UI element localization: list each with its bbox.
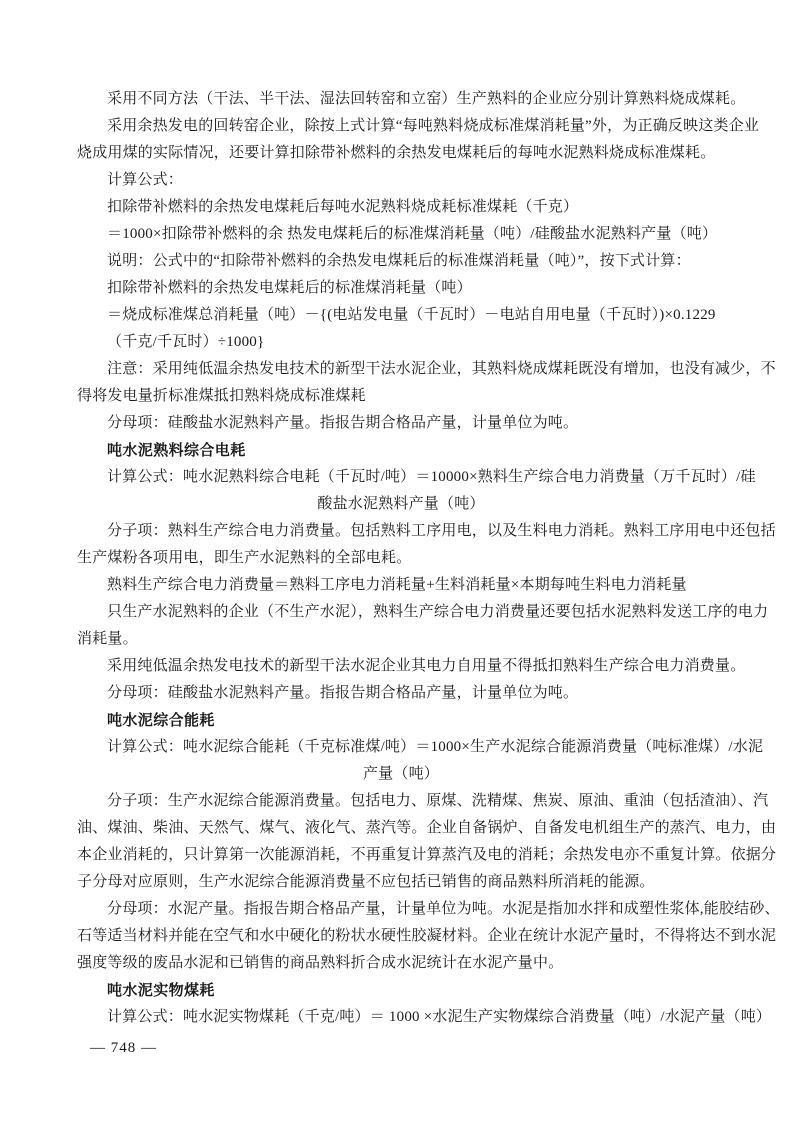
document-line: 生产煤粉各项用电，即生产水泥熟料的全部电耗。 [77, 550, 412, 566]
document-line: 说明：公式中的“扣除带补燃料的余热发电煤耗后的标准煤消耗量（吨）”，按下式计算： [107, 253, 691, 269]
document-line: 分母项：硅酸盐水泥熟料产量。指报告期合格品产量，计量单位为吨。 [107, 685, 579, 701]
document-line: 得将发电量折标准煤抵扣熟料烧成标准煤耗 [77, 388, 366, 404]
document-line: 计算公式：吨水泥熟料综合电耗（千瓦时/吨）＝10000×熟料生产综合电力消费量（万千瓦时）/硅 [107, 469, 756, 485]
document-line: 分子项：生产水泥综合能源消费量。包括电力、原煤、洗精煤、焦炭、原油、重油（包括渣油）、汽 [107, 793, 769, 809]
document-line: 产量（吨） [362, 766, 439, 782]
document-line: 分子项：熟料生产综合电力消费量。包括熟料工序用电，以及生料电力消耗。熟料工序用电中还包括 [107, 523, 776, 539]
document-body [77, 86, 780, 1031]
document-line: 计算公式： [107, 172, 184, 188]
document-line: 子分母对应原则，生产水泥综合能源消费量不应包括已销售的商品熟料所消耗的能源。 [77, 874, 655, 890]
document-line: 烧成用煤的实际情况，还要计算扣除带补燃料的余热发电煤耗后的每吨水泥熟料烧成标准煤耗。 [77, 145, 716, 161]
document-line: ＝1000×扣除带补燃料的余 热发电煤耗后的标准煤消耗量（吨）/硅酸盐水泥熟料产量（吨） [107, 226, 718, 242]
document-line: 强度等级的废品水泥和已销售的商品熟料折合成水泥统计在水泥产量中。 [77, 955, 564, 971]
document-line: 扣除带补燃料的余热发电煤耗后的标准煤消耗量（吨） [107, 280, 472, 296]
document-line: 计算公式：吨水泥实物煤耗（千克/吨）＝ 1000 ×水泥生产实物煤综合消费量（吨）/水泥产量（吨） [107, 1009, 772, 1025]
document-line: 分母项：水泥产量。指报告期合格品产量，计量单位为吨。水泥是指加水拌和成塑性浆体,能胶结砂、 [107, 901, 780, 917]
section-heading: 吨水泥熟料综合电耗 [107, 442, 246, 459]
document-line: 油、煤油、柴油、天然气、煤气、液化气、蒸汽等。企业自备锅炉、自备发电机组生产的蒸汽、电力，由 [77, 820, 777, 836]
document-line: 注意：采用纯低温余热发电技术的新型干法水泥企业，其熟料烧成煤耗既没有增加，也没有减少，不 [107, 361, 776, 377]
document-line: 采用余热发电的回转窑企业，除按上式计算“每吨熟料烧成标准煤消耗量”外，为正确反映这类企业 [107, 118, 760, 134]
document-line: 酸盐水泥熟料产量（吨） [317, 496, 485, 512]
document-line: 熟料生产综合电力消费量＝熟料工序电力消耗量+生料消耗量×本期每吨生料电力消耗量 [107, 577, 687, 593]
section-heading: 吨水泥实物煤耗 [107, 982, 215, 999]
section-heading: 吨水泥综合能耗 [107, 712, 215, 729]
document-line: （千克/千瓦时）÷1000} [107, 334, 265, 350]
document-line: 消耗量。 [77, 631, 138, 647]
document-line: 采用纯低温余热发电技术的新型干法水泥企业其电力自用量不得抵扣熟料生产综合电力消费量。 [107, 658, 746, 674]
document-line: 本企业消耗的，只计算第一次能源消耗，不再重复计算蒸汽及电的消耗；余热发电亦不重复计算。依据分 [77, 847, 777, 863]
document-line: 只生产水泥熟料的企业（不生产水泥），熟料生产综合电力消费量还要包括水泥熟料发送工序的电力 [107, 604, 769, 620]
document-line: 采用不同方法（干法、半干法、湿法回转窑和立窑）生产熟料的企业应分别计算熟料烧成煤耗。 [107, 91, 746, 107]
document-line: 扣除带补燃料的余热发电煤耗后每吨水泥熟料烧成耗标准煤耗（千克） [107, 199, 579, 215]
page-number: — 748 — [90, 1040, 157, 1056]
document-line: 分母项：硅酸盐水泥熟料产量。指报告期合格品产量，计量单位为吨。 [107, 415, 579, 431]
document-line: 石等适当材料并能在空气和水中硬化的粉状水硬性胶凝材料。企业在统计水泥产量时，不得将达不到水泥 [77, 928, 777, 944]
document-line: 计算公式：吨水泥综合能耗（千克标准煤/吨）＝1000×生产水泥综合能源消费量（吨标准煤）/水泥 [107, 739, 764, 755]
document-line: ＝烧成标准煤总消耗量（吨）－{(电站发电量（千瓦时）－电站自用电量（千瓦时）)×0.1229 [107, 307, 716, 323]
